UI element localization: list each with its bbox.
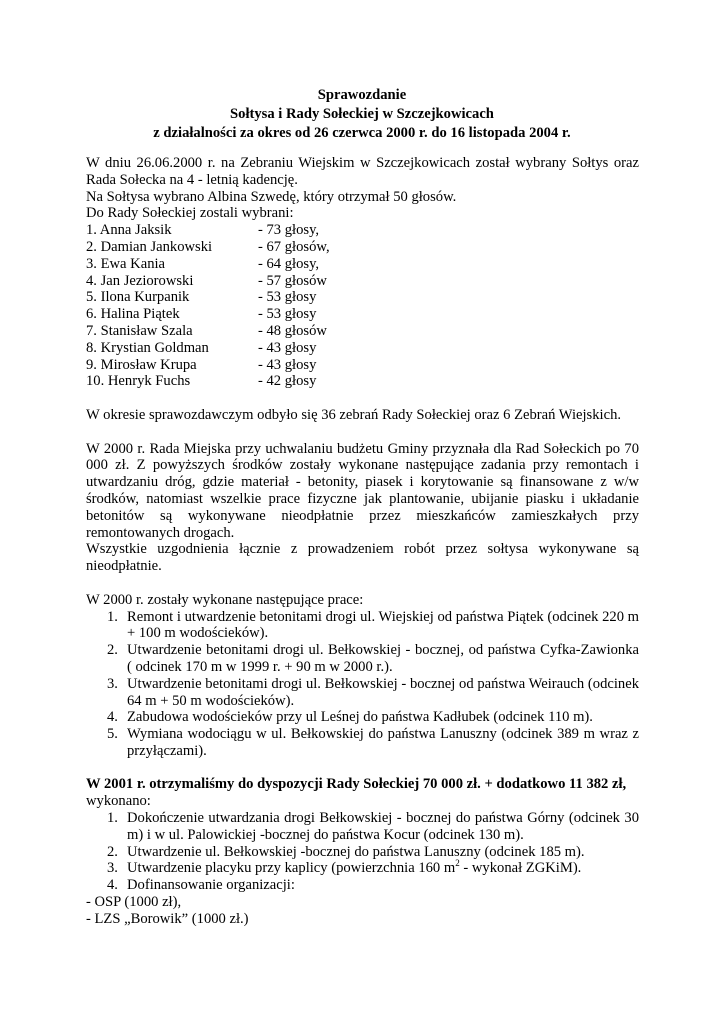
document-title: Sprawozdanie: [317, 87, 407, 103]
member-name: 4. Jan Jeziorowski: [86, 272, 194, 289]
list-item: [86, 256, 639, 273]
member-votes: - 67 głosów,: [258, 238, 330, 255]
member-name: 1. Anna Jaksik: [86, 222, 172, 239]
member-name: 2. Damian Jankowski: [86, 238, 213, 255]
member-name: 7. Stanisław Szala: [86, 322, 193, 339]
list-item: [86, 373, 639, 390]
spacer: [86, 760, 639, 777]
list-item: [86, 709, 639, 726]
item-text: Wymiana wodociągu w ul. Bełkowskiej do państwa Lanuszny (odcinek 389 m wraz z przyłączami).: [127, 726, 639, 759]
list-item: [86, 357, 639, 374]
works-2001-funding: W 2001 r. otrzymaliśmy do dyspozycji Rady Sołeckiej 70 000 zł. + dodatkowo 11 382 zł,: [86, 776, 627, 793]
member-votes: - 42 głosy: [258, 373, 317, 390]
document-header: [0, 86, 724, 143]
item-text: Utwardzenie ul. Bełkowskiej -bocznej do państwa Lanuszny (odcinek 185 m).: [127, 843, 585, 860]
document-subtitle: Sołtysa i Rady Sołeckiej w Szczejkowicach: [230, 106, 494, 122]
item-text: Utwardzenie betonitami drogi ul. Bełkowskiej - bocznej, od państwa Cyfka-Zawionka ( odcinek 170 m w 1999 r. + 90 m w 2000 r.).: [127, 642, 639, 675]
list-item: [86, 810, 639, 844]
intro-paragraph: W dniu 26.06.2000 r. na Zebraniu Wiejskim w Szczejkowicach został wybrany Sołtys oraz Rada Sołecka na 4 - letnią kadencję.: [86, 155, 639, 188]
member-name: 5. Ilona Kurpanik: [86, 289, 190, 306]
list-item: [86, 860, 639, 877]
document-body: [86, 155, 639, 928]
item-number: 2.: [107, 642, 118, 659]
item-text: Utwardzenie placyku przy kaplicy (powierzchnia 160 m: [127, 860, 456, 877]
item-number: 1.: [107, 810, 118, 827]
member-votes: - 53 głosy: [258, 306, 317, 323]
agreements-paragraph: Wszystkie uzgodnienia łącznie z prowadzeniem robót przez sołtysa wykonywane są nieodpłatnie.: [86, 541, 639, 575]
meetings-paragraph: W okresie sprawozdawczym odbyło się 36 zebrań Rady Sołeckiej oraz 6 Zebrań Wiejskich.: [86, 406, 622, 423]
works-2000-list: [86, 609, 639, 760]
spacer: [86, 575, 639, 592]
item-number: 5.: [107, 726, 118, 743]
member-votes: - 53 głosy: [258, 289, 317, 306]
member-name: 3. Ewa Kania: [86, 255, 166, 272]
list-item: [86, 222, 639, 239]
item-number: 3.: [107, 860, 118, 877]
list-item: [86, 676, 639, 710]
member-votes: - 73 głosy,: [258, 222, 320, 239]
member-votes: - 43 głosy: [258, 339, 317, 356]
item-text: Utwardzenie betonitami drogi ul. Bełkowskiej - bocznej od państwa Weirauch (odcinek 64 m + 50 m wodościeków).: [127, 675, 639, 709]
document-period: z działalności za okres od 26 czerwca 2000 r. do 16 listopada 2004 r.: [153, 125, 571, 141]
spacer: [86, 424, 639, 441]
list-item: [86, 340, 639, 357]
superscript: 2: [455, 858, 460, 869]
list-item: [86, 306, 639, 323]
list-item: [86, 642, 639, 676]
works-2001-list: [86, 810, 639, 894]
council-intro-line: Do Rady Sołeckiej zostali wybrani:: [86, 205, 294, 222]
list-item: [86, 239, 639, 256]
member-name: 9. Mirosław Krupa: [86, 356, 197, 373]
item-text-tail: - wykonał ZGKiM).: [459, 860, 582, 877]
item-number: 2.: [107, 843, 118, 860]
member-name: 6. Halina Piątek: [86, 306, 180, 323]
item-number: 4.: [107, 877, 118, 894]
item-text: Zabudowa wodościeków przy ul Leśnej do państwa Kadłubek (odcinek 110 m).: [127, 709, 593, 726]
item-text: Dofinansowanie organizacji:: [127, 877, 295, 894]
list-item: [86, 273, 639, 290]
sub-item-osp: - OSP (1000 zł),: [86, 894, 182, 911]
council-list: [86, 222, 639, 390]
list-item: [86, 877, 639, 894]
works-2000-intro: W 2000 r. zostały wykonane następujące prace:: [86, 591, 364, 608]
budget-2000-paragraph: W 2000 r. Rada Miejska przy uchwalaniu budżetu Gminy przyznała dla Rad Sołeckich po 70 000 zł. Z powyższych środków zostały wykonane następujące zadania przy remontach i utwardzaniu dróg, gdzie materiał - betonity, piasek i korytowanie są finansowane z w/w środków, natomiast wszelkie prace fizyczne jak plantowanie, ubijanie piasku i układanie betonitów są wykonywane nieodpłatnie przez mieszkańców zamieszkałych przy remontowanych drogach.: [86, 440, 639, 541]
member-votes: - 43 głosy: [258, 356, 317, 373]
member-votes: - 48 głosów: [258, 322, 327, 339]
list-item: [86, 609, 639, 643]
item-text: Remont i utwardzenie betonitami drogi ul. Wiejskiej od państwa Piątek (odcinek 220 m + 100 m wodościeków).: [127, 608, 639, 642]
item-number: 3.: [107, 675, 118, 692]
list-item: [86, 289, 639, 306]
member-votes: - 64 głosy,: [258, 255, 320, 272]
works-2001-intro: [86, 776, 639, 810]
item-number: 4.: [107, 709, 118, 726]
list-item: [86, 726, 639, 760]
item-number: 1.: [107, 608, 118, 625]
spacer: [86, 390, 639, 407]
list-item: [86, 323, 639, 340]
list-item: [86, 844, 639, 861]
soltys-election-line: Na Sołtysa wybrano Albina Szwedę, który otrzymał 50 głosów.: [86, 188, 457, 205]
sub-item-lzs: - LZS „Borowik” (1000 zł.): [86, 910, 249, 927]
member-name: 8. Krystian Goldman: [86, 339, 209, 356]
works-2001-done-label: wykonano:: [86, 793, 151, 810]
member-votes: - 57 głosów: [258, 272, 327, 289]
item-text: Dokończenie utwardzania drogi Bełkowskiej - bocznej do państwa Górny (odcinek 30 m) i w ul. Palowickiej -bocznej do państwa Kocur (odcinek 130 m).: [127, 810, 639, 843]
member-name: 10. Henryk Fuchs: [86, 373, 191, 390]
